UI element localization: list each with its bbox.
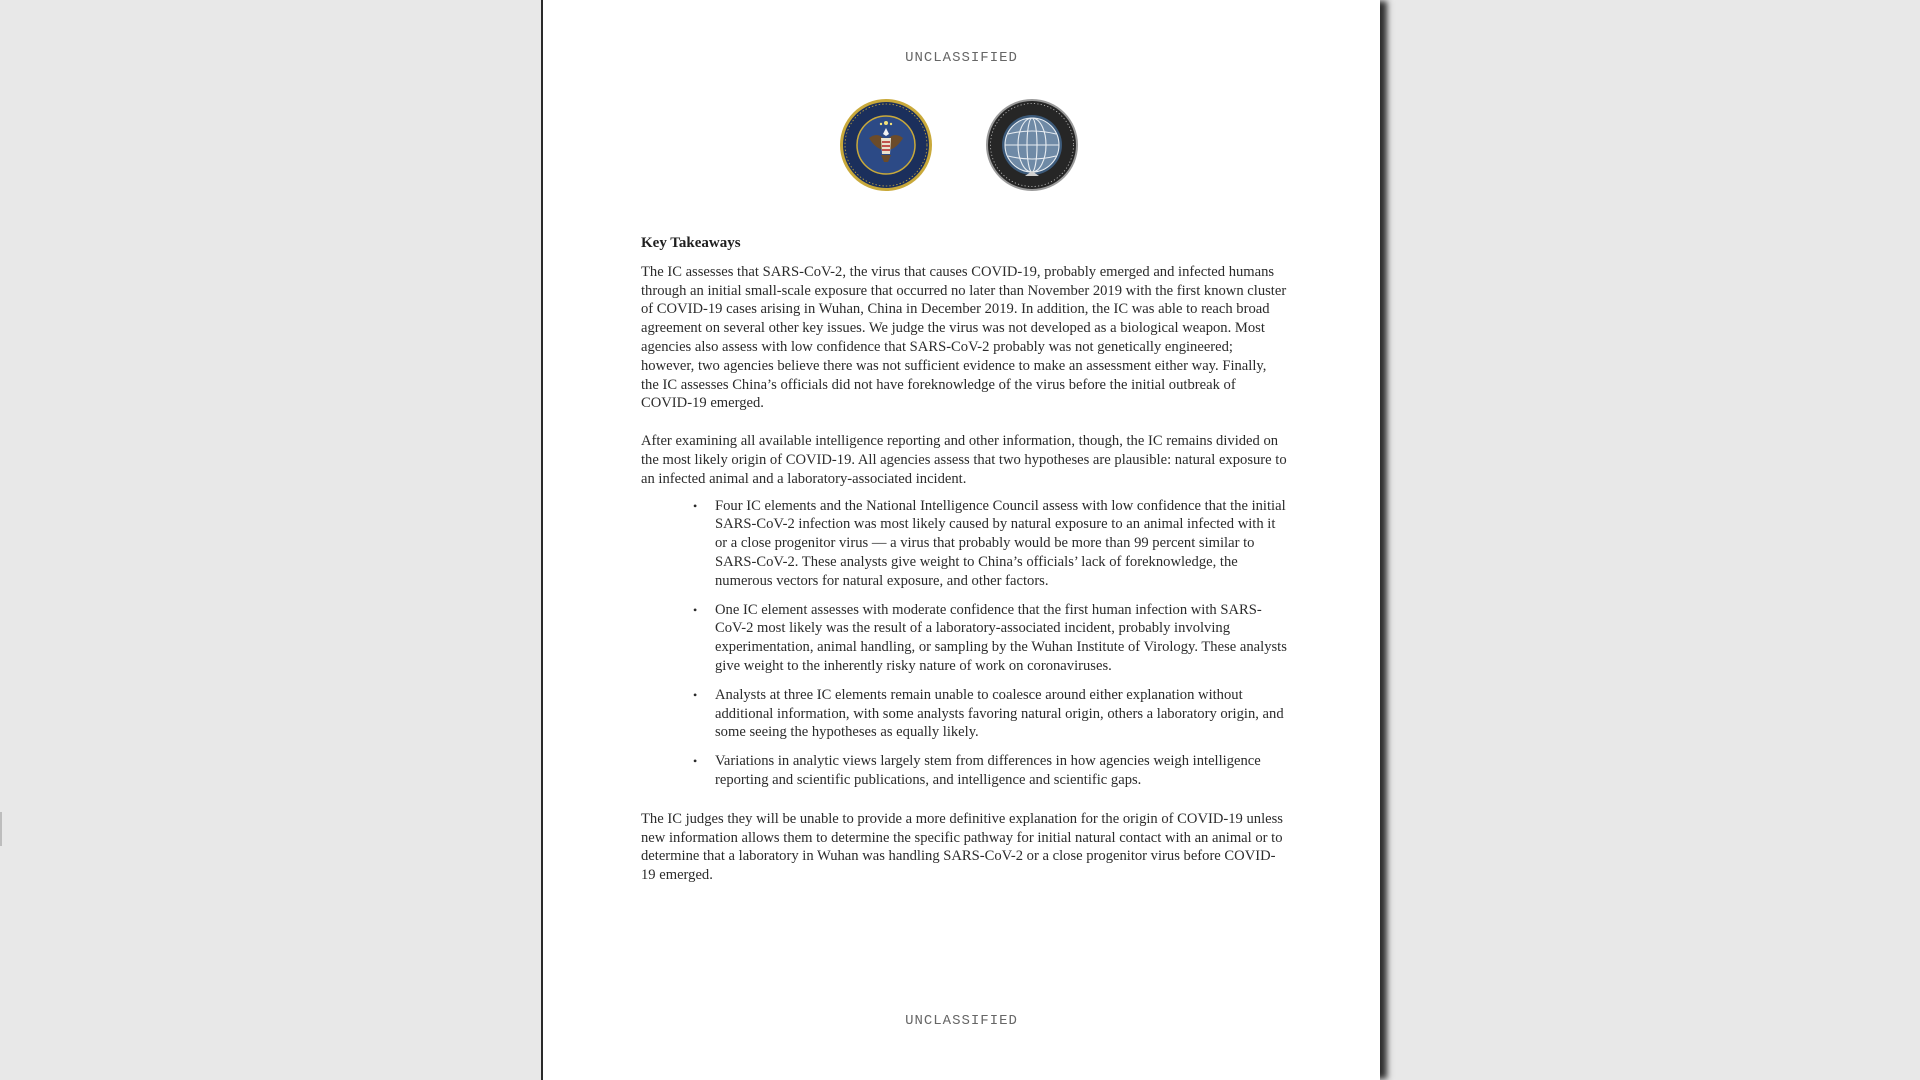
globe-seal-icon <box>985 98 1079 192</box>
bullet-text: One IC element assesses with moderate confidence that the first human infection with SARS-CoV-2 most likely was the result of a laboratory-associated incident, probably involving experimentation, animal handling, or sampling by the Wuhan Institute of Virology. These analysts give weight to the inherently risky nature of work on coronaviruses. <box>715 601 1287 674</box>
bullet-list <box>641 497 1287 790</box>
bullet-item <box>693 752 1287 790</box>
screen-edge-mark <box>0 812 2 846</box>
bullet-item <box>693 601 1287 676</box>
bullet-text: Four IC elements and the National Intelligence Council assess with low confidence that the initial SARS-CoV-2 infection was most likely caused by natural exposure to an animal infected with it or a close progenitor virus — a virus that probably would be more than 99 percent similar to SARS-CoV-2. These analysts give weight to China’s officials’ lack of foreknowledge, the numerous vectors for natural exposure, and other factors. <box>715 497 1286 589</box>
bullet-item <box>693 686 1287 742</box>
document-page <box>541 0 1380 1080</box>
bullet-item <box>693 497 1287 591</box>
document-body <box>641 234 1287 885</box>
paragraph-divided: After examining all available intelligence reporting and other information, though, the IC remains divided on the most likely origin of COVID-19. All agencies assess that two hypotheses are plausible: natural exposure to an infected animal and a laboratory-associated incident. <box>641 433 1287 487</box>
eagle-seal-icon <box>839 98 933 192</box>
classification-header: UNCLASSIFIED <box>905 50 1018 66</box>
paragraph-conclusion: The IC judges they will be unable to provide a more definitive explanation for the origin of COVID-19 unless new information allows them to determine the specific pathway for initial natural contact with an animal or to determine that a laboratory in Wuhan was handling SARS-CoV-2 or a close progenitor virus before COVID-19 emerged. <box>641 810 1283 884</box>
bullet-text: Variations in analytic views largely stem from differences in how agencies weigh intelligence reporting and scientific publications, and intelligence and scientific gaps. <box>715 753 1261 788</box>
paragraph-summary: The IC assesses that SARS-CoV-2, the virus that causes COVID-19, probably emerged and infected humans through an initial small-scale exposure that occurred no later than November 2019 with the first known cluster of COVID-19 cases arising in Wuhan, China in December 2019. In addition, the IC was able to reach broad agreement on several other key issues. We judge the virus was not developed as a biological weapon. Most agencies also assess with low confidence that SARS-CoV-2 probably was not genetically engineered; however, two agencies believe there was not sufficient evidence to make an assessment either way. Finally, the IC assesses China’s officials did not have foreknowledge of the virus before the initial outbreak of COVID-19 emerged. <box>641 263 1287 412</box>
section-heading: Key Takeaways <box>641 235 741 251</box>
bullet-icon: • <box>693 754 698 769</box>
bullet-text: Analysts at three IC elements remain unable to coalesce around either explanation without additional information, with some analysts favoring natural origin, others a laboratory origin, and some seeing the hypotheses as equally likely. <box>715 686 1284 741</box>
bullet-icon: • <box>693 602 698 617</box>
bullet-icon: • <box>693 498 698 513</box>
bullet-icon: • <box>693 687 698 702</box>
classification-footer: UNCLASSIFIED <box>905 1013 1018 1029</box>
seal-row <box>543 98 1380 194</box>
